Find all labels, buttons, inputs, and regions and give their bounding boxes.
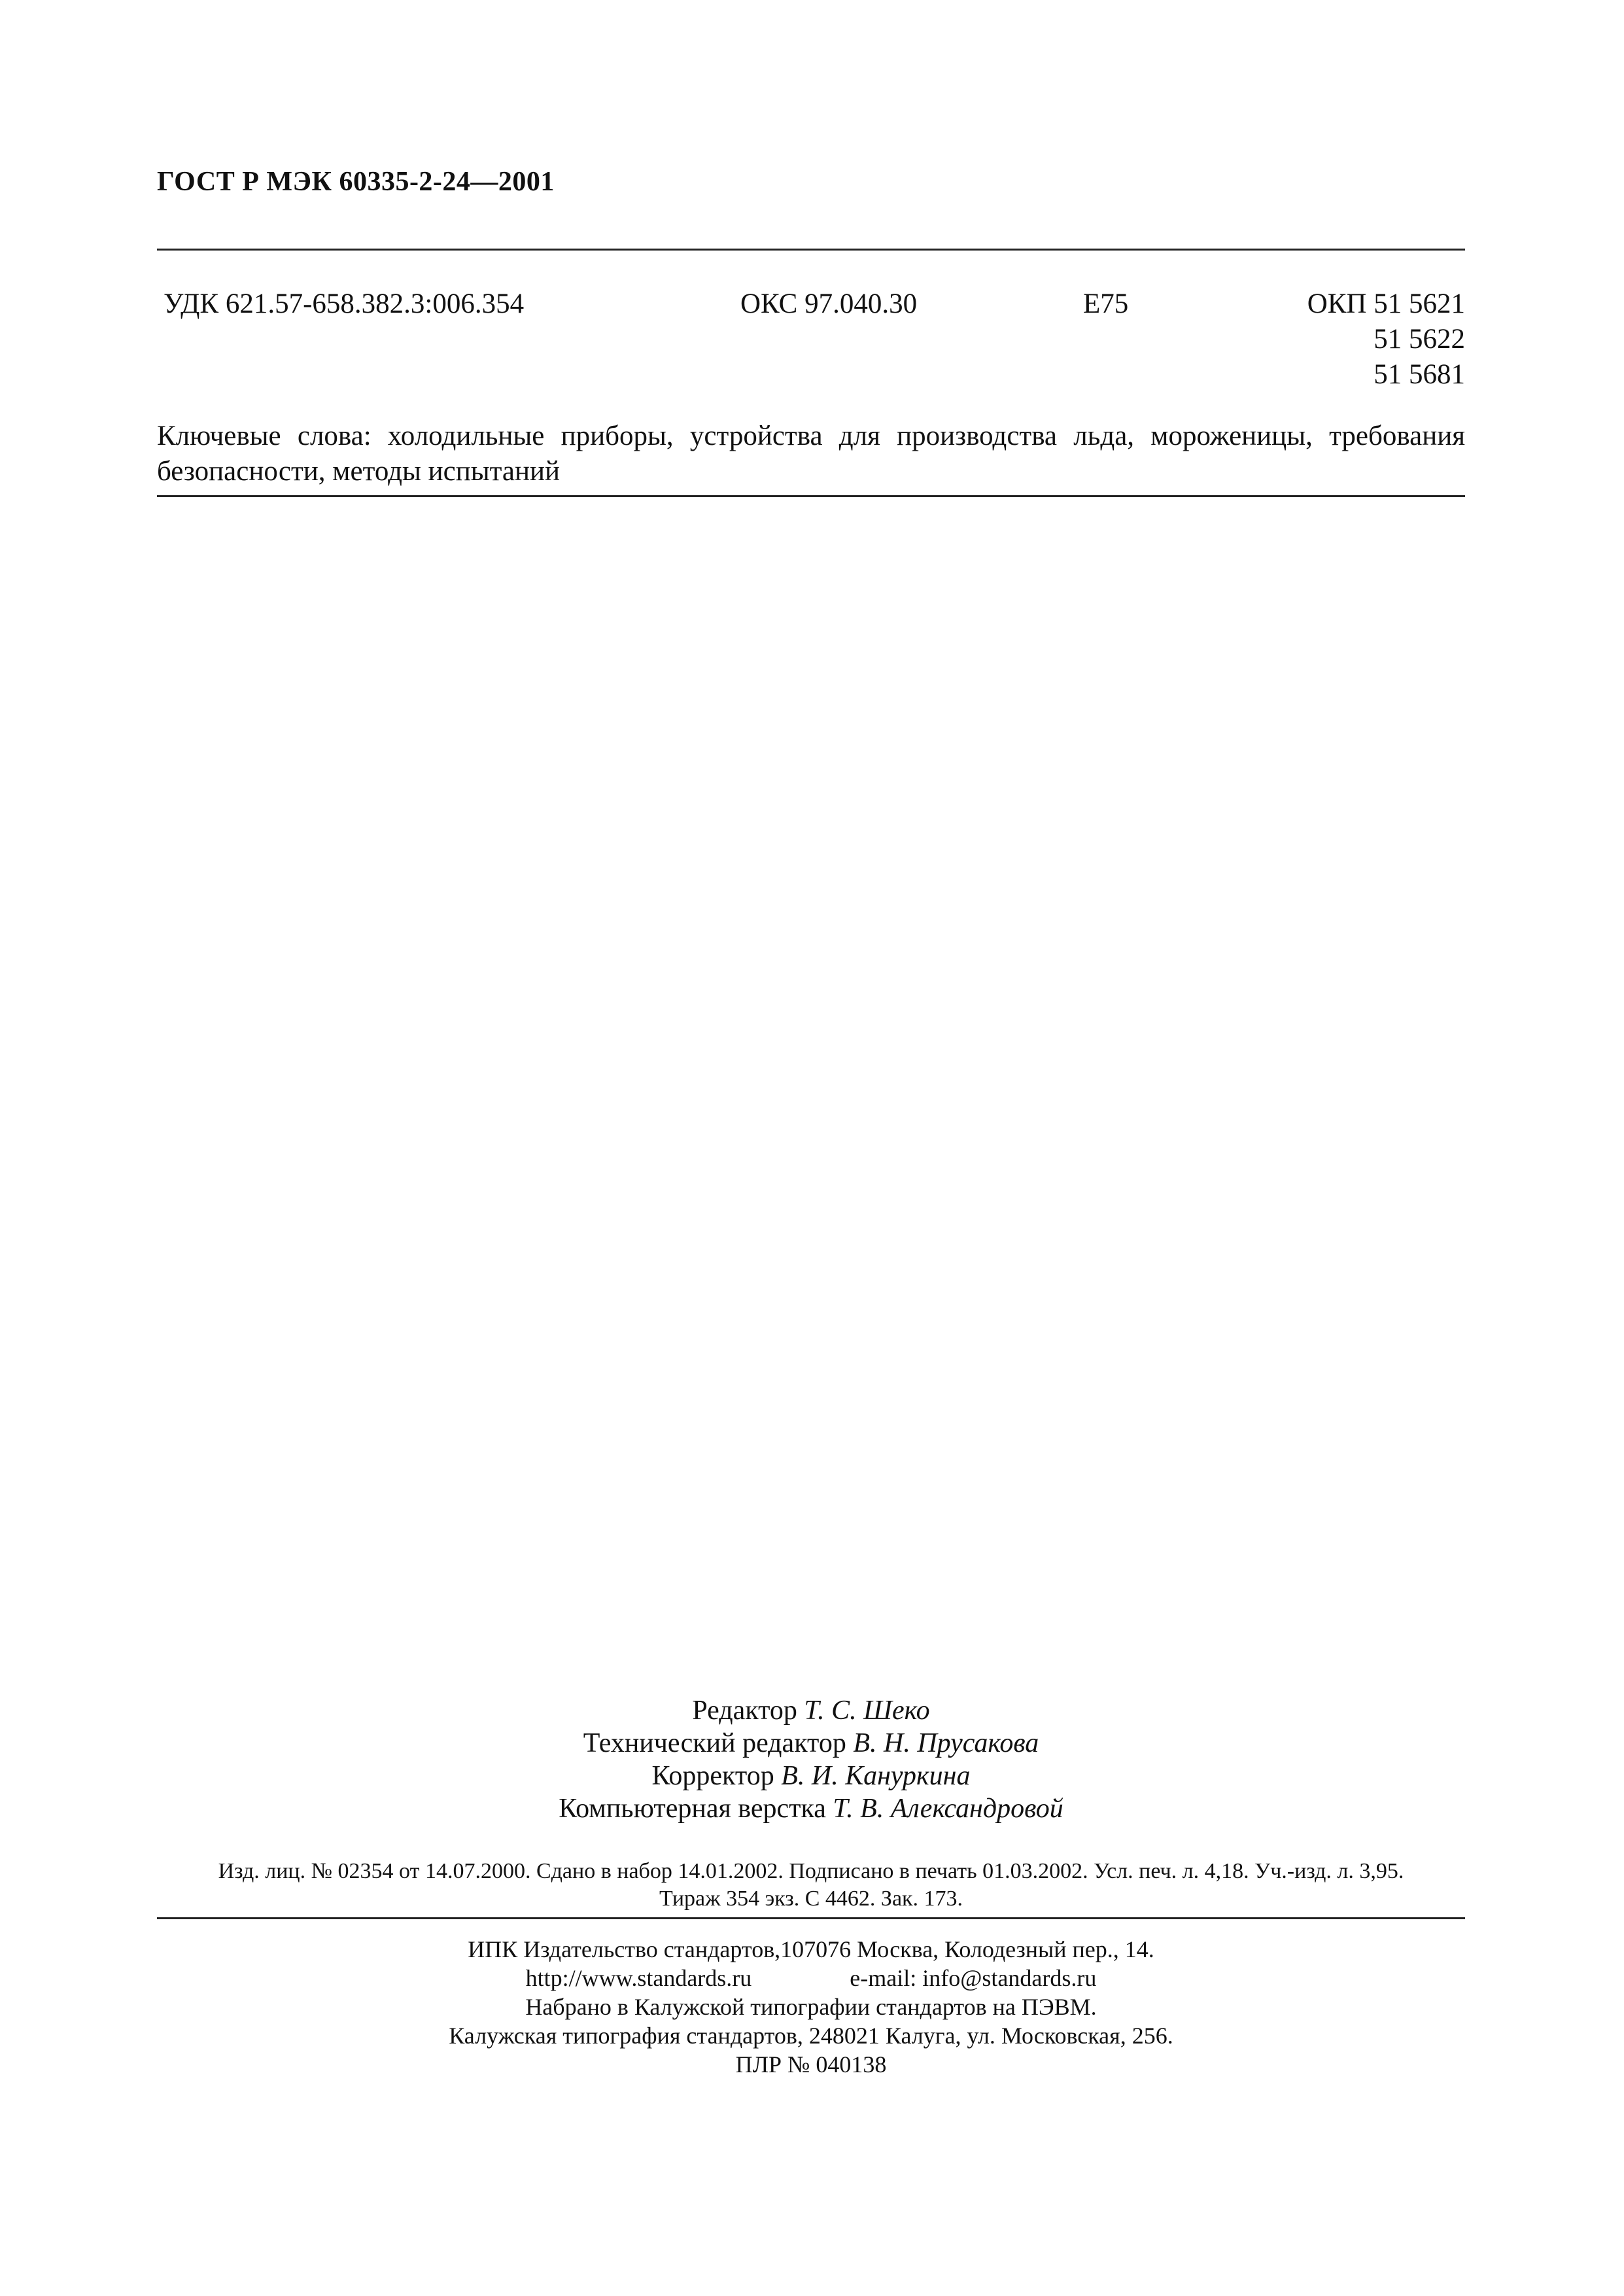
publisher-info (157, 1935, 1465, 2079)
print-imprint (157, 1858, 1465, 1913)
credit-person: Т. В. Александровой (833, 1794, 1063, 1824)
okp-code-2: 51 5622 (1373, 324, 1465, 355)
imprint-line-1: Изд. лиц. № 02354 от 14.07.2000. Сдано в набор 14.01.2002. Подписано в печать 01.03.2002. Усл. печ. л. 4,18. Уч.-изд. л. 3,95. (218, 1859, 1404, 1883)
oks-code: ОКС 97.040.30 (740, 288, 918, 319)
typesetting-note: Набрано в Калужской типографии стандартов на ПЭВМ. (525, 1994, 1097, 2020)
standard-designation: ГОСТ Р МЭК 60335-2-24—2001 (157, 167, 555, 197)
credit-role: Компьютерная верстка (559, 1794, 826, 1824)
credit-line (157, 1727, 1465, 1760)
publisher-contacts (157, 1964, 1465, 1992)
printing-house: Калужская типография стандартов, 248021 Калуга, ул. Московская, 256. (449, 2023, 1173, 2049)
credit-role: Корректор (651, 1761, 774, 1791)
keywords-paragraph: Ключевые слова: холодильные приборы, устройства для производства льда, мороженицы, требования безопасности, методы испытаний (157, 421, 1465, 487)
udk-code: УДК 621.57-658.382.3:006.354 (164, 288, 525, 319)
editorial-credits (157, 1694, 1465, 1825)
publisher-address: ИПК Издательство стандартов,107076 Москва, Колодезный пер., 14. (468, 1936, 1154, 1962)
credit-line (157, 1760, 1465, 1792)
email-link[interactable]: e-mail: info@standards.ru (850, 1965, 1097, 1991)
license-number: ПЛР № 040138 (735, 2051, 887, 2078)
website-link[interactable]: http://www.standards.ru (525, 1965, 752, 1991)
top-divider (157, 249, 1465, 251)
credit-person: Т. С. Шеко (804, 1696, 930, 1726)
okp-code-1: ОКП 51 5621 (1307, 288, 1465, 319)
imprint-divider (157, 1917, 1465, 1919)
group-code: Е75 (1083, 288, 1129, 319)
imprint-line-2: Тираж 354 экз. С 4462. Зак. 173. (659, 1887, 963, 1911)
okp-codes (1302, 287, 1465, 392)
credit-role: Технический редактор (583, 1728, 846, 1758)
credit-person: В. Н. Прусакова (853, 1728, 1039, 1758)
keywords-divider (157, 495, 1465, 497)
okp-code-3: 51 5681 (1373, 359, 1465, 390)
credit-line (157, 1694, 1465, 1727)
credit-role: Редактор (692, 1696, 797, 1726)
credit-line (157, 1792, 1465, 1825)
credit-person: В. И. Кануркина (781, 1761, 971, 1791)
